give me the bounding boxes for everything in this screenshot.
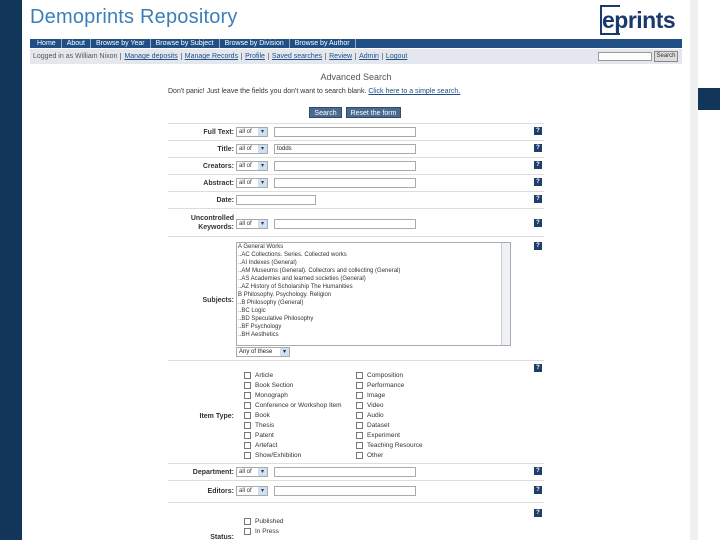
menu-home[interactable]: Home (32, 39, 62, 48)
menu-about[interactable]: About (62, 39, 91, 48)
item-type-label: Item Type: (199, 413, 234, 420)
status-checkbox[interactable] (244, 518, 284, 525)
option-label: Conference or Workshop Item (255, 402, 342, 409)
checkbox-icon[interactable] (244, 422, 251, 429)
checkbox-icon[interactable] (244, 518, 251, 525)
option-label: Artefact (255, 442, 278, 449)
link-manage-records[interactable]: Manage Records (181, 53, 241, 60)
help-icon[interactable]: ? (534, 161, 542, 169)
row-status (168, 503, 544, 540)
help-icon[interactable]: ? (534, 127, 542, 135)
item-type-checkbox[interactable] (356, 372, 403, 379)
subject-option[interactable]: ..BC Logic (238, 308, 266, 314)
option-label: Composition (367, 372, 404, 379)
option-label: Monograph (255, 392, 288, 399)
help-icon[interactable]: ? (534, 195, 542, 203)
checkbox-icon[interactable] (356, 432, 363, 439)
logo-text: eprints (602, 7, 676, 33)
full-text-label: Full Text: (203, 129, 234, 136)
search-button[interactable]: Search (309, 107, 342, 118)
department-label: Department: (192, 469, 234, 476)
department-input[interactable] (274, 467, 416, 477)
option-label: Published (255, 518, 284, 525)
keywords-match-select[interactable]: all of ▾ (236, 219, 268, 229)
item-type-checkbox[interactable] (356, 452, 383, 459)
page-heading: Advanced Search (320, 72, 392, 82)
checkbox-icon[interactable] (356, 442, 363, 449)
subjects-label: Subjects: (202, 297, 234, 304)
help-icon[interactable]: ? (534, 486, 542, 494)
logged-in-text: Logged in as William Nixon (33, 53, 118, 60)
subject-option[interactable]: ..AC Collections. Series. Collected works (238, 252, 347, 258)
option-label: Teaching Resource (367, 442, 423, 449)
item-type-checkbox[interactable] (244, 422, 274, 429)
title-match-select[interactable]: all of ▾ (236, 144, 268, 154)
full-text-match-select[interactable]: all of ▾ (236, 127, 268, 137)
reset-button[interactable]: Reset the form (346, 107, 401, 118)
checkbox-icon[interactable] (244, 528, 251, 535)
subject-option[interactable]: ..BH Aesthetics (238, 332, 279, 338)
row-date (168, 192, 544, 209)
keywords-input[interactable] (274, 219, 416, 229)
creators-match-select[interactable]: all of ▾ (236, 161, 268, 171)
checkbox-icon[interactable] (244, 402, 251, 409)
left-decor-band (0, 0, 22, 540)
option-label: Other (367, 452, 384, 459)
row-title (168, 141, 544, 158)
subject-option[interactable]: A General Works (238, 244, 284, 250)
subject-option[interactable]: ..AI Indexes (General) (238, 260, 297, 266)
link-logout[interactable]: Logout (382, 53, 410, 60)
link-saved-searches[interactable]: Saved searches (268, 53, 325, 60)
help-icon[interactable]: ? (534, 178, 542, 186)
date-label: Date: (216, 197, 234, 204)
menu-browse-year[interactable]: Browse by Year (91, 39, 151, 48)
item-type-checkbox[interactable] (244, 432, 274, 439)
creators-label: Creators: (202, 163, 234, 170)
page (22, 0, 690, 540)
keywords-label-line1: Uncontrolled (190, 215, 234, 222)
menu-browse-subject[interactable]: Browse by Subject (151, 39, 220, 48)
user-bar (30, 49, 682, 64)
item-type-checkbox[interactable] (356, 392, 385, 399)
advanced-search-form (168, 123, 544, 540)
subjects-scrollbar[interactable] (501, 243, 510, 345)
item-type-checkbox[interactable] (356, 412, 384, 419)
department-match-select[interactable]: all of ▾ (236, 467, 268, 477)
option-label: Thesis (255, 422, 275, 429)
subjects-match-select[interactable]: Any of these ▾ (236, 347, 290, 357)
link-profile[interactable]: Profile (241, 53, 268, 60)
row-item-type (168, 361, 544, 464)
option-label: Image (367, 392, 386, 399)
eprints-logo[interactable] (600, 5, 680, 37)
right-decor-tab (698, 88, 720, 110)
checkbox-icon[interactable] (356, 382, 363, 389)
help-icon[interactable]: ? (534, 144, 542, 152)
item-type-checkbox[interactable] (356, 422, 389, 429)
item-type-checkbox[interactable] (244, 372, 273, 379)
item-type-checkbox[interactable] (356, 432, 400, 439)
main-menu (30, 39, 682, 48)
option-label: Audio (367, 412, 384, 419)
menu-browse-division[interactable]: Browse by Division (220, 39, 290, 48)
editors-match-select[interactable]: all of ▾ (236, 486, 268, 496)
option-label: Book (255, 412, 270, 419)
option-label: Performance (367, 382, 405, 389)
creators-input[interactable] (274, 161, 416, 171)
checkbox-icon[interactable] (244, 392, 251, 399)
option-label: Dataset (367, 422, 390, 429)
help-icon[interactable]: ? (534, 509, 542, 517)
item-type-checkbox[interactable] (244, 412, 270, 419)
simple-search-link[interactable]: Click here to a simple search. (368, 88, 461, 95)
item-type-checkbox[interactable] (244, 442, 277, 449)
editors-input[interactable] (274, 486, 416, 496)
option-label: Patent (255, 432, 274, 439)
item-type-checkbox[interactable] (244, 382, 293, 389)
checkbox-icon[interactable] (356, 392, 363, 399)
option-label: Article (255, 372, 274, 379)
keywords-label-line2: Keywords: (198, 224, 234, 231)
intro-text (168, 88, 460, 95)
row-editors (168, 481, 544, 503)
item-type-checkbox[interactable] (356, 382, 404, 389)
subject-option[interactable]: ..B Philosophy (General) (238, 300, 304, 306)
abstract-input[interactable] (274, 178, 416, 188)
link-admin[interactable]: Admin (355, 53, 382, 60)
title-label: Title: (217, 146, 234, 153)
quick-search-button[interactable]: Search (654, 51, 678, 62)
editors-label: Editors: (207, 488, 234, 495)
title-input[interactable]: todds (274, 144, 416, 154)
abstract-label: Abstract: (203, 180, 234, 187)
checkbox-icon[interactable] (356, 452, 363, 459)
checkbox-icon[interactable] (356, 412, 363, 419)
subject-option[interactable]: ..AZ History of Scholarship The Humanities (238, 284, 353, 290)
window-scrollbar[interactable] (690, 0, 698, 540)
abstract-match-select[interactable]: all of ▾ (236, 178, 268, 188)
checkbox-icon[interactable] (244, 432, 251, 439)
row-abstract (168, 175, 544, 192)
help-icon[interactable]: ? (534, 467, 542, 475)
subjects-listbox[interactable] (236, 242, 511, 346)
item-type-checkbox[interactable] (356, 402, 384, 409)
row-keywords (168, 209, 544, 237)
link-manage-deposits[interactable]: Manage deposits (120, 53, 180, 60)
option-label: Video (367, 402, 384, 409)
link-review[interactable]: Review (325, 53, 355, 60)
checkbox-icon[interactable] (244, 442, 251, 449)
row-full-text (168, 124, 544, 141)
checkbox-icon[interactable] (244, 452, 251, 459)
subject-option[interactable]: ..AS Academies and learned societies (General) (238, 276, 366, 282)
date-input[interactable] (236, 195, 316, 205)
help-icon[interactable]: ? (534, 364, 542, 372)
option-label: Show/Exhibition (255, 452, 302, 459)
full-text-input[interactable] (274, 127, 416, 137)
help-icon[interactable]: ? (534, 219, 542, 227)
item-type-checkbox[interactable] (356, 442, 423, 449)
item-type-checkbox[interactable] (244, 452, 301, 459)
site-title[interactable]: Demoprints Repository (30, 6, 238, 28)
subject-option[interactable]: ..BD Speculative Philosophy (238, 316, 314, 322)
checkbox-icon[interactable] (356, 402, 363, 409)
checkbox-icon[interactable] (356, 422, 363, 429)
row-creators (168, 158, 544, 175)
checkbox-icon[interactable] (244, 372, 251, 379)
item-type-checkbox[interactable] (244, 402, 342, 409)
status-label: Status: (210, 534, 234, 540)
checkbox-icon[interactable] (244, 382, 251, 389)
checkbox-icon[interactable] (356, 372, 363, 379)
option-label: Book Section (255, 382, 294, 389)
row-department (168, 464, 544, 481)
option-label: Experiment (367, 432, 400, 439)
subject-option[interactable]: B Philosophy. Psychology. Religion (238, 292, 332, 298)
intro-message: Don't panic! Just leave the fields you don't want to search blank. (168, 88, 367, 95)
subject-option[interactable]: ..BF Psychology (238, 324, 282, 330)
option-label: In Press (255, 528, 279, 535)
checkbox-icon[interactable] (244, 412, 251, 419)
subject-option[interactable]: ..AM Museums (General). Collectors and collecting (General) (238, 268, 401, 274)
item-type-checkbox[interactable] (244, 392, 288, 399)
menu-browse-author[interactable]: Browse by Author (290, 39, 356, 48)
help-icon[interactable]: ? (534, 242, 542, 250)
quick-search-input[interactable] (598, 52, 652, 61)
status-checkbox[interactable] (244, 528, 279, 535)
